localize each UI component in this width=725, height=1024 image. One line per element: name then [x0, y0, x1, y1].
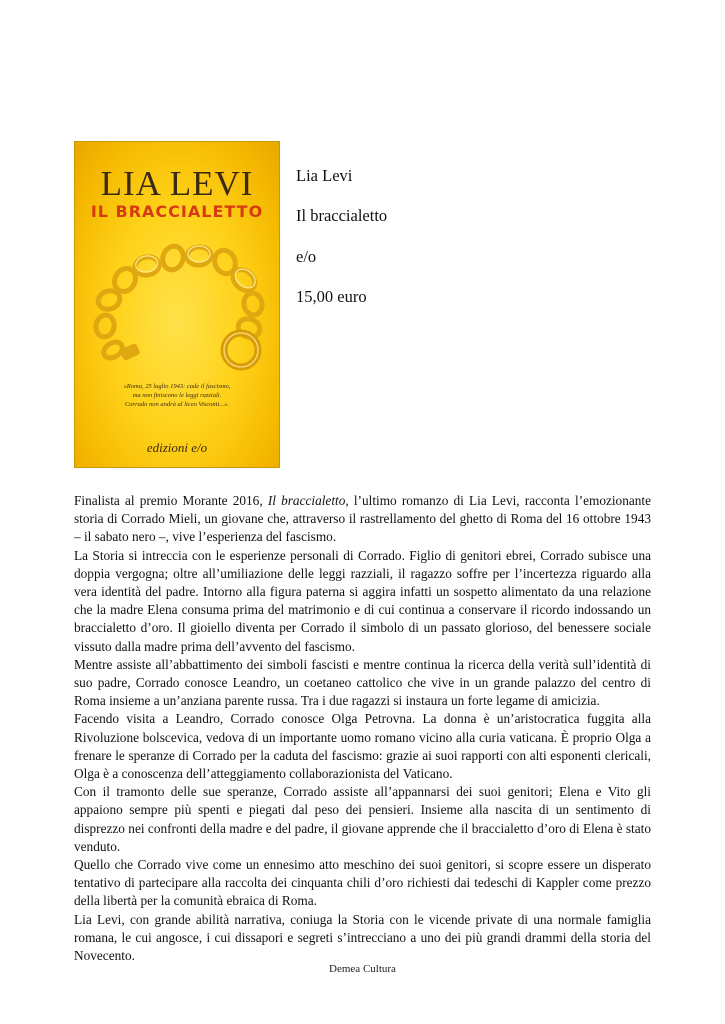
paragraph-5: Con il tramonto delle sue speranze, Corrado assiste all’appannarsi dei suoi genitori; Elena e Vito gli appaiono sempre più spenti e piegati dal peso dei pensieri. Insieme alla nascita di un sentimento di disprezzo nei confronti della madre e del padre, il giovane apprende che il braccialetto d’oro di Elena è stato venduto. — [74, 784, 651, 854]
paragraph-3: Mentre assiste all’abbattimento dei simboli fascisti e mentre continua la ricerca della verità sull’identità di suo padre, Corrado conosce Leandro, un coetaneo cattolico che vive in un grande palazzo del centro di Roma insieme a un’anziana parente russa. Tra i due ragazzi si instaura un forte legame di amicizia. — [74, 656, 651, 709]
footer: Demea Cultura — [329, 963, 396, 975]
bracelet-illustration — [91, 242, 266, 377]
review-text — [74, 492, 651, 965]
book-author: Lia Levi — [296, 166, 353, 185]
cover-title: IL BRACCIALETTO — [90, 202, 264, 221]
cover-publisher: edizioni e/o — [146, 440, 208, 455]
paragraph-2: La Storia si intreccia con le esperienze personali di Corrado. Figlio di genitori ebrei, Corrado subisce una doppia vergogna; oltre all’umiliazione delle leggi razziali, il ragazzo soffre per l’incertezza riguardo alla vera identità del padre. Intorno alla figura paterna si aggira infatti un sospetto alimentato da una relazione che la madre Elena consuma prima del matrimonio e di cui continua a conservare il ricordo indossando un braccialetto d’oro. Il gioiello diventa per Corrado il simbolo di un passato glorioso, del benessere sociale vissuto dalla madre prima dell’avvento del fascismo. — [74, 547, 651, 654]
book-cover — [74, 141, 280, 468]
paragraph-7: Lia Levi, con grande abilità narrativa, coniuga la Storia con le vicende private di una normale famiglia romana, le cui angosce, i cui dissapori e segreti s’intrecciano a uno dei più grandi drammi della storia del Novecento. — [74, 911, 651, 964]
cover-author: LIA LEVI — [100, 164, 254, 203]
book-price: 15,00 euro — [296, 287, 367, 306]
book-publisher: e/o — [296, 247, 317, 266]
paragraph-4: Facendo visita a Leandro, Corrado conosce Olga Petrovna. La donna è un’aristocratica fuggita alla Rivoluzione bolscevica, vedova di un importante uomo romano vicino alla curia vaticana. È proprio Olga a frenare le speranze di Corrado per la caduta del fascismo: grazie ai suoi rapporti con alti esponenti clericali, Olga è a conoscenza dell’atteggiamento collaborazionista del Vaticano. — [74, 711, 651, 782]
paragraph-6: Quello che Corrado vive come un ennesimo atto meschino dei suoi genitori, si scopre essere un disperato tentativo di partecipare alla raccolta dei cinquanta chili d’oro richiesti dai tedeschi di Kappler come prezzo della libertà per la comunità ebraica di Roma. — [74, 857, 651, 909]
paragraph-1: Finalista al premio Morante 2016, Il braccialetto, l’ultimo romanzo di Lia Levi, racconta l’emozionante storia di Corrado Mieli, un giovane che, attraverso il rastrellamento del ghetto di Roma del 16 ottobre 1943 – il sabato nero –, vive l’esperienza del fascismo. — [74, 493, 652, 545]
cover-quote: «Roma, 25 luglio 1943: cade il fascismo, ma non finiscono le leggi razziali. Corrado non andrà al liceo Visconti...». — [123, 383, 231, 408]
book-title: Il braccialetto — [296, 206, 388, 225]
